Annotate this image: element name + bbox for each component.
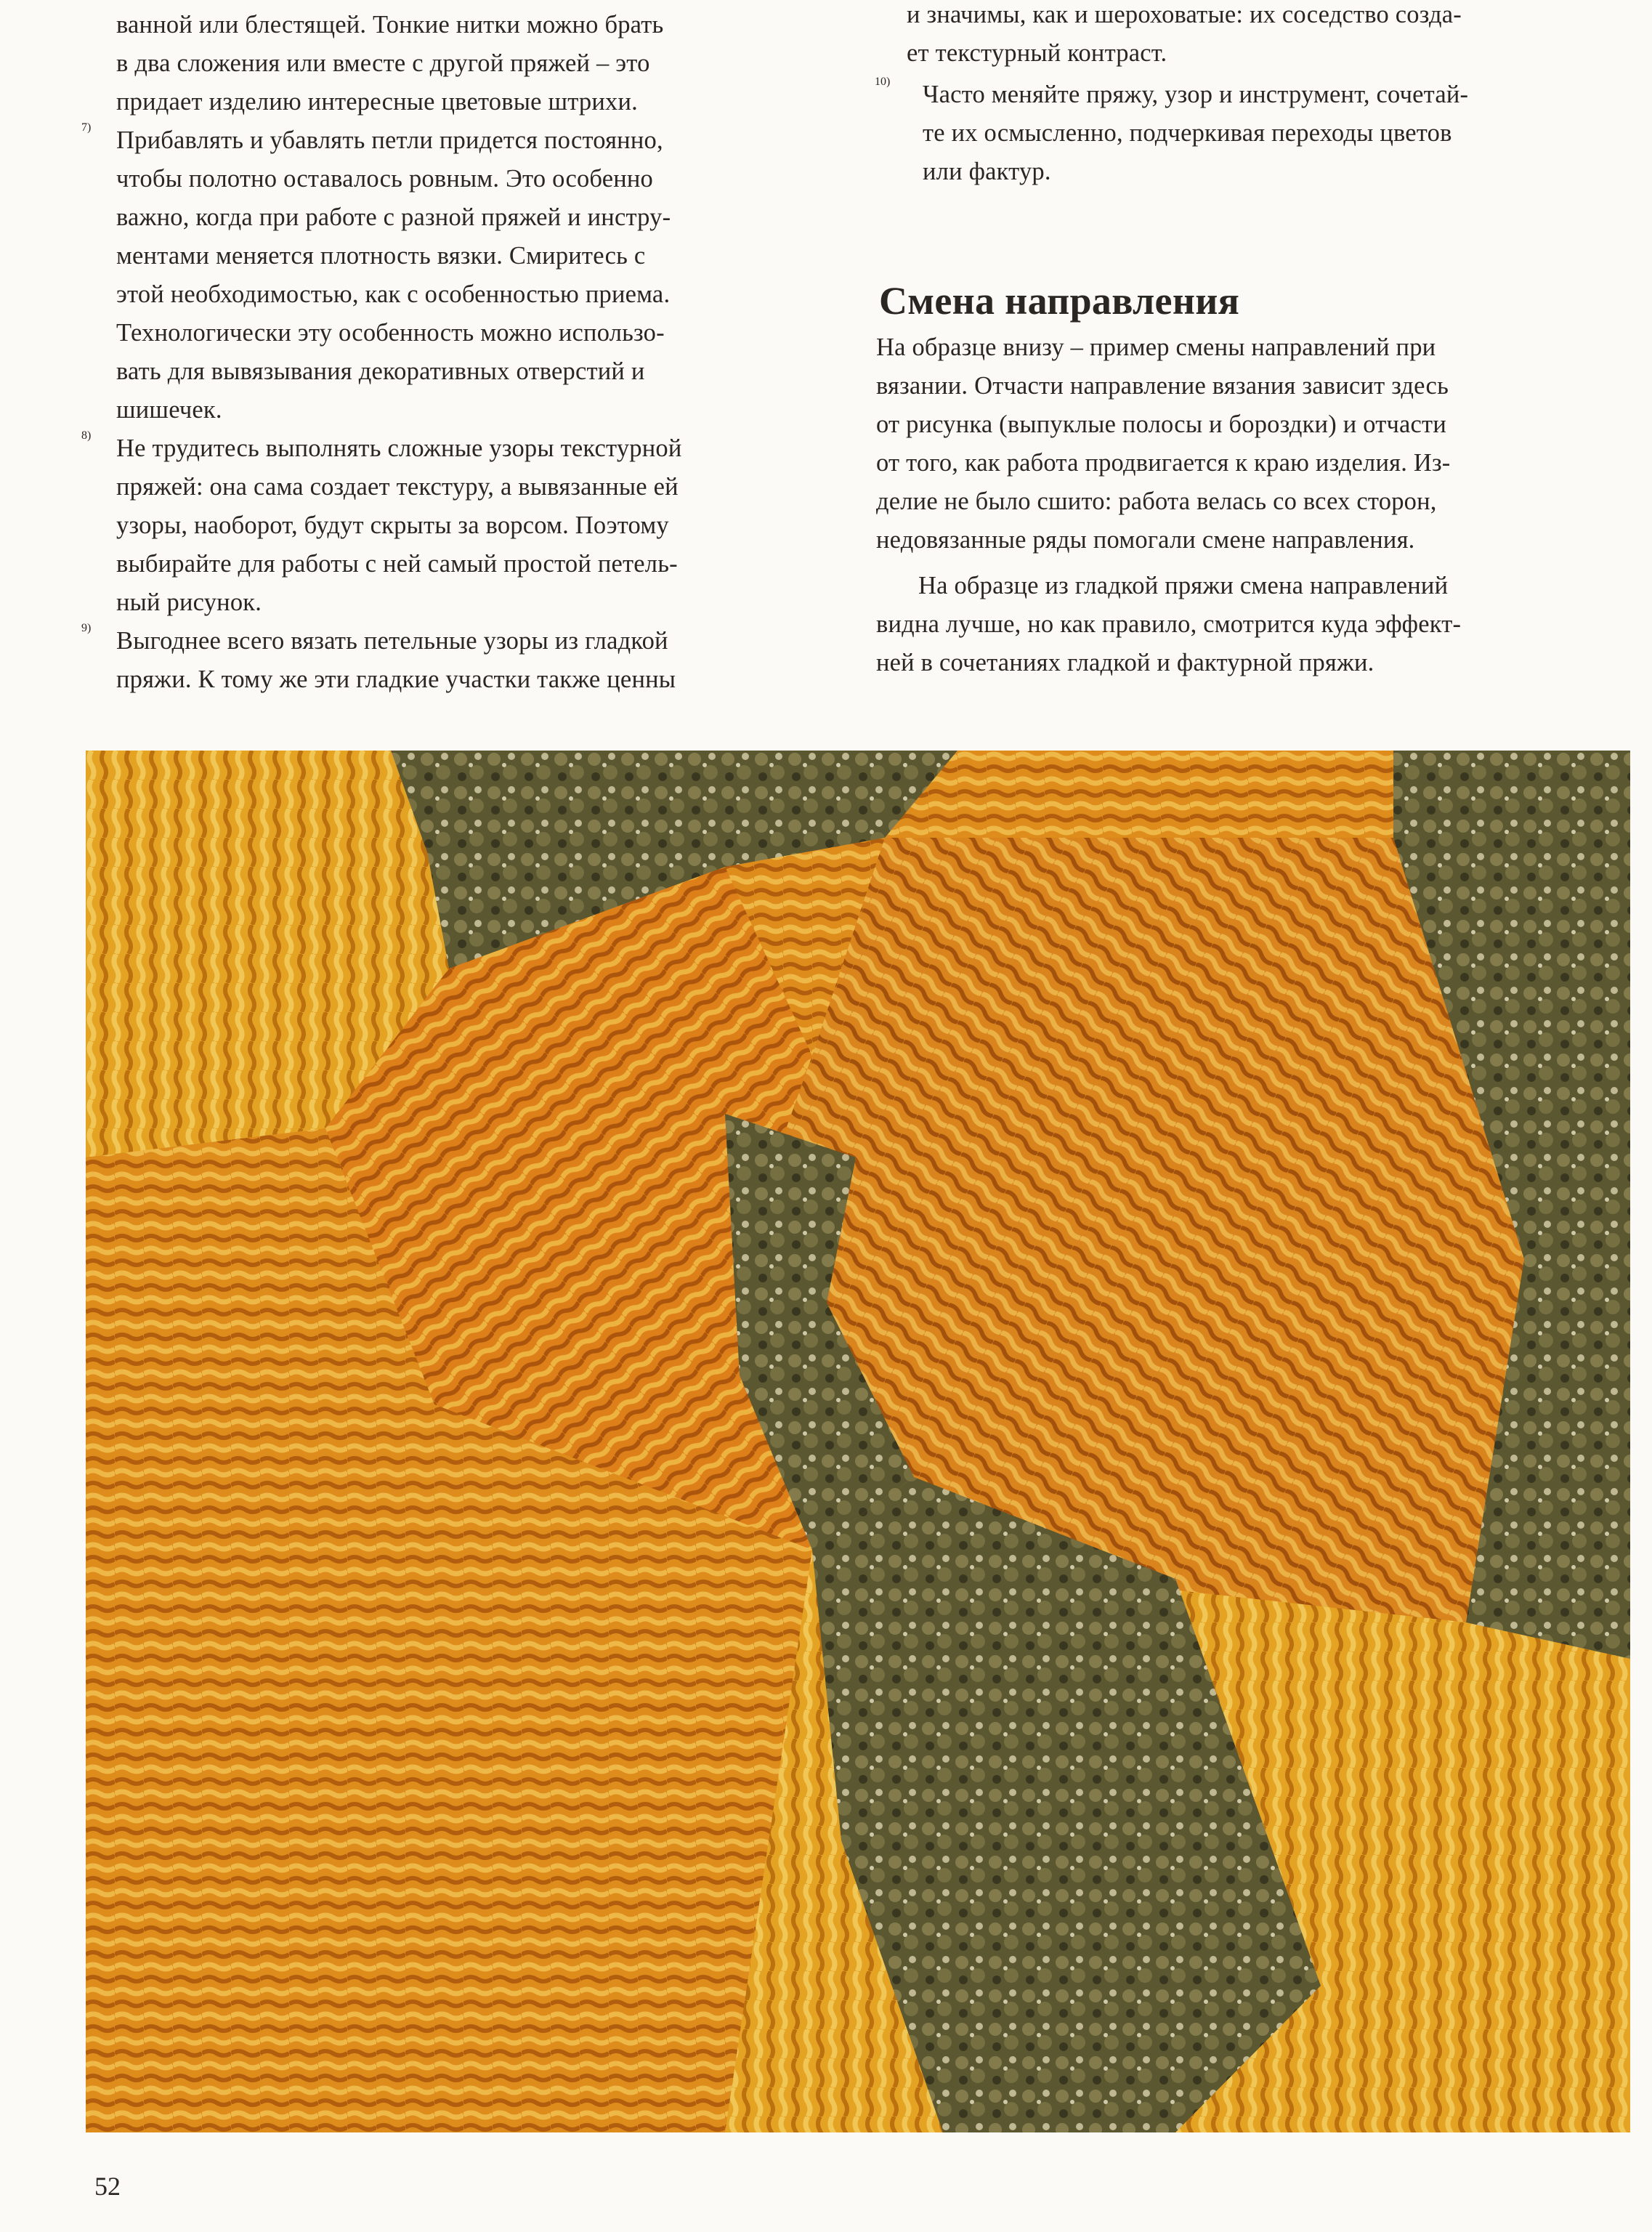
paragraph-line: На образце внизу – пример смены направлений при xyxy=(876,333,1436,361)
item-line: шишечек. xyxy=(116,396,222,424)
intro-line: ванной или блестящей. Тонкие нитки можно брать xyxy=(116,11,664,39)
item-line: те их осмысленно, подчеркивая переходы цветов xyxy=(923,119,1452,147)
item-line: узоры, наоборот, будут скрыты за ворсом. Поэтому xyxy=(116,512,669,539)
item-line: или фактур. xyxy=(923,158,1051,185)
list-item-10 xyxy=(876,76,1620,191)
right-column-top xyxy=(876,0,1620,191)
intro-line: в два сложения или вместе с другой пряжей – это xyxy=(116,49,650,77)
list-item-8 xyxy=(81,429,821,622)
section-heading: Смена направления xyxy=(879,279,1240,323)
item-line: пряжи. К тому же эти гладкие участки также ценны xyxy=(116,666,676,693)
paragraph-line: от рисунка (выпуклые полосы и бороздки) и отчасти xyxy=(876,411,1446,438)
paragraph-line: вязании. Отчасти направление вязания зависит здесь xyxy=(876,372,1449,400)
left-column xyxy=(81,6,821,699)
item-line: пряжей: она сама создает текстуру, а вывязанные ей xyxy=(116,473,679,501)
item-number: 9) xyxy=(81,622,92,634)
knitting-sample-photo xyxy=(86,751,1630,2132)
item-line: выбирайте для работы с ней самый простой петель- xyxy=(116,550,678,578)
item-line: ментами меняется плотность вязки. Смиритесь с xyxy=(116,242,646,270)
item-line: Технологически эту особенность можно использо- xyxy=(116,319,665,347)
section-body xyxy=(876,328,1614,682)
intro-line: придает изделию интересные цветовые штрихи. xyxy=(116,88,638,116)
list-item-7 xyxy=(81,121,821,429)
item-line: важно, когда при работе с разной пряжей и инстру- xyxy=(116,203,671,231)
paragraph-line: ней в сочетаниях гладкой и фактурной пряжи. xyxy=(876,649,1374,676)
list-item-9 xyxy=(81,622,821,699)
paragraph-line: недовязанные ряды помогали смене направления. xyxy=(876,526,1415,554)
paragraph-line: от того, как работа продвигается к краю изделия. Из- xyxy=(876,449,1451,477)
paragraph-line: На образце из гладкой пряжи смена направлений xyxy=(918,572,1449,599)
item-number: 8) xyxy=(81,429,92,442)
continuation-line: и значимы, как и шероховатые: их соседство созда- xyxy=(907,1,1462,28)
item-line: Не трудитесь выполнять сложные узоры текстурной xyxy=(116,434,682,462)
paragraph-line: видна лучше, но как правило, смотрится куда эффект- xyxy=(876,610,1462,638)
paragraph-line: делие не было сшито: работа велась со всех сторон, xyxy=(876,488,1437,515)
page-number: 52 xyxy=(94,2172,121,2201)
item-line: Часто меняйте пряжу, узор и инструмент, сочетай- xyxy=(923,81,1469,108)
item-line: ный рисунок. xyxy=(116,589,262,616)
item-number: 10) xyxy=(875,76,891,88)
item-line: Прибавлять и убавлять петли придется постоянно, xyxy=(116,126,663,154)
item-line: вать для вывязывания декоративных отверстий и xyxy=(116,357,645,385)
item-number: 7) xyxy=(81,121,92,134)
item-line: этой необходимостью, как с особенностью приема. xyxy=(116,280,671,308)
item-line: Выгоднее всего вязать петельные узоры из гладкой xyxy=(116,627,668,655)
continuation-line: ет текстурный контраст. xyxy=(907,39,1167,67)
item-line: чтобы полотно оставалось ровным. Это особенно xyxy=(116,165,653,193)
